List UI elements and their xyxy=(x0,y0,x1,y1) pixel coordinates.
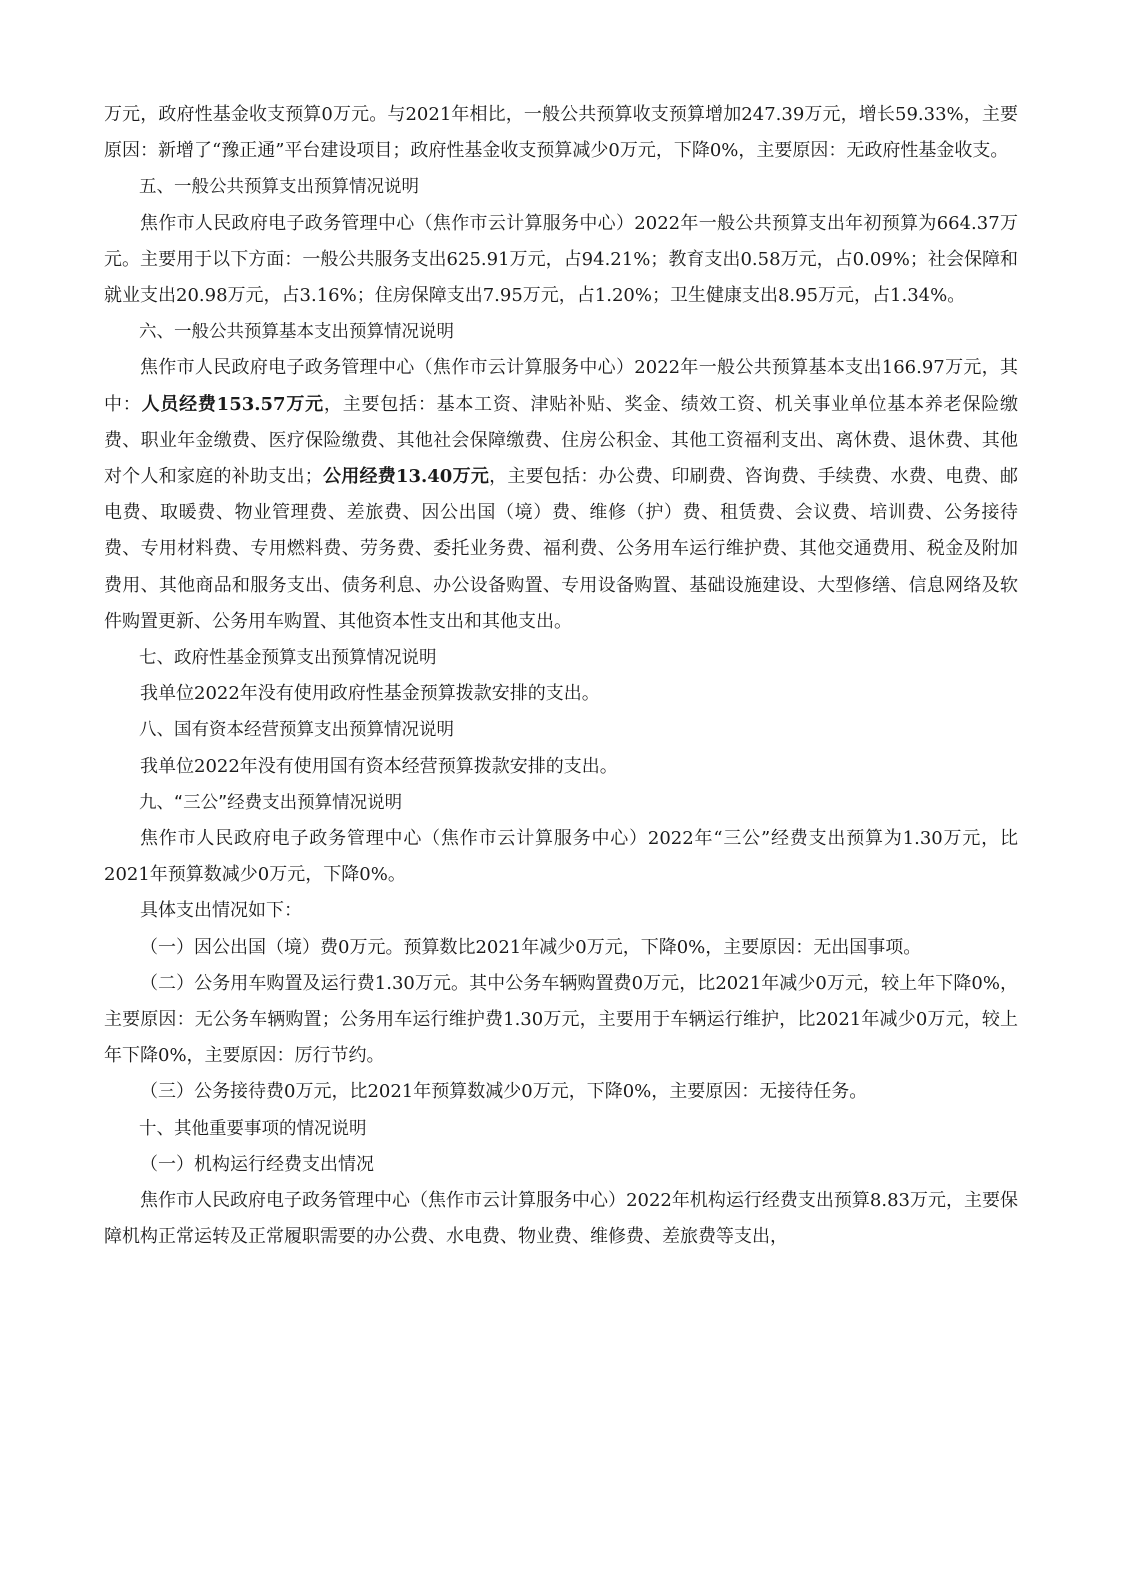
paragraph-government-fund: 我单位2022年没有使用政府性基金预算拨款安排的支出。 xyxy=(140,683,600,705)
basic-expenditure-intro: 焦作市人民政府电子政务管理中心（焦作市云计算服务中心）2022年一般公共预算基本支出166.97万元，其中： xyxy=(104,357,1018,415)
public-funds-detail: ，主要包括：办公费、印刷费、咨询费、手续费、水费、电费、邮电费、取暖费、物业管理费、差旅费、因公出国（境）费、维修（护）费、租赁费、会议费、培训费、公务接待费、专用材料费、专用燃料费、劳务费、委托业务费、福利费、公务用车运行维护费、其他交通费用、税金及附加费用、其他商品和服务支出、债务利息、办公设备购置、专用设备购置、基础设施建设、大型修缮、信息网络及软件购置更新、公务用车购置、其他资本性支出和其他支出。 xyxy=(104,466,1019,632)
paragraph-overseas-travel: （一）因公出国（境）费0万元。预算数比2021年减少0万元，下降0%，主要原因：无出国事项。 xyxy=(140,936,922,958)
heading-section-5: 五、一般公共预算支出预算情况说明 xyxy=(139,177,419,198)
document-page xyxy=(104,97,1018,1256)
heading-section-10: 十、其他重要事项的情况说明 xyxy=(139,1118,367,1139)
personnel-funds-highlight: 人员经费153.57万元 xyxy=(141,393,324,415)
heading-section-9: 九、“三公”经费支出预算情况说明 xyxy=(139,792,403,813)
personnel-funds-detail: ，主要包括：基本工资、津贴补贴、奖金、绩效工资、机关事业单位基本养老保险缴费、职业年金缴费、医疗保险缴费、其他社会保障缴费、住房公积金、其他工资福利支出、离休费、退休费、其他对个人和家庭的补助支出； xyxy=(104,393,1019,488)
paragraph-basic-expenditure xyxy=(104,350,1018,640)
paragraph-operating-expenses: 焦作市人民政府电子政务管理中心（焦作市云计算服务中心）2022年机构运行经费支出预算8.83万元，主要保障机构正常运转及正常履职需要的办公费、水电费、物业费、维修费、差旅费等支出， xyxy=(104,1190,1018,1248)
subheading-operating-expenses: （一）机构运行经费支出情况 xyxy=(140,1153,374,1175)
paragraph-expense-details-intro: 具体支出情况如下： xyxy=(140,900,302,922)
paragraph-official-vehicles: （二）公务用车购置及运行费1.30万元。其中公务车辆购置费0万元，比2021年减少0万元，较上年下降0%，主要原因：无公务车辆购置；公务用车运行维护费1.30万元，主要用于车辆运行维护，比2021年减少0万元，较上年下降0%，主要原因：厉行节约。 xyxy=(104,972,1018,1067)
paragraph-general-budget-expenditure: 焦作市人民政府电子政务管理中心（焦作市云计算服务中心）2022年一般公共预算支出年初预算为664.37万元。主要用于以下方面：一般公共服务支出625.91万元，占94.21%；教育支出0.58万元，占0.09%；社会保障和就业支出20.98万元，占3.16%；住房保障支出7.95万元，占1.20%；卫生健康支出8.95万元，占1.34%。 xyxy=(104,212,1018,307)
heading-section-6: 六、一般公共预算基本支出预算情况说明 xyxy=(139,322,454,343)
paragraph-official-reception: （三）公务接待费0万元，比2021年预算数减少0万元，下降0%，主要原因：无接待任务。 xyxy=(140,1081,868,1103)
paragraph-three-public-expenses: 焦作市人民政府电子政务管理中心（焦作市云计算服务中心）2022年“三公”经费支出预算为1.30万元，比2021年预算数减少0万元，下降0%。 xyxy=(104,828,1018,886)
heading-section-8: 八、国有资本经营预算支出预算情况说明 xyxy=(139,720,454,741)
public-funds-highlight: 公用经费13.40万元 xyxy=(322,466,490,488)
paragraph-budget-summary: 万元，政府性基金收支预算0万元。与2021年相比，一般公共预算收支预算增加247.39万元，增长59.33%，主要原因：新增了“豫正通”平台建设项目；政府性基金收支预算减少0万元，下降0%，主要原因：无政府性基金收支。 xyxy=(104,104,1018,162)
heading-section-7: 七、政府性基金预算支出预算情况说明 xyxy=(139,648,437,669)
paragraph-state-capital: 我单位2022年没有使用国有资本经营预算拨款安排的支出。 xyxy=(140,755,618,777)
